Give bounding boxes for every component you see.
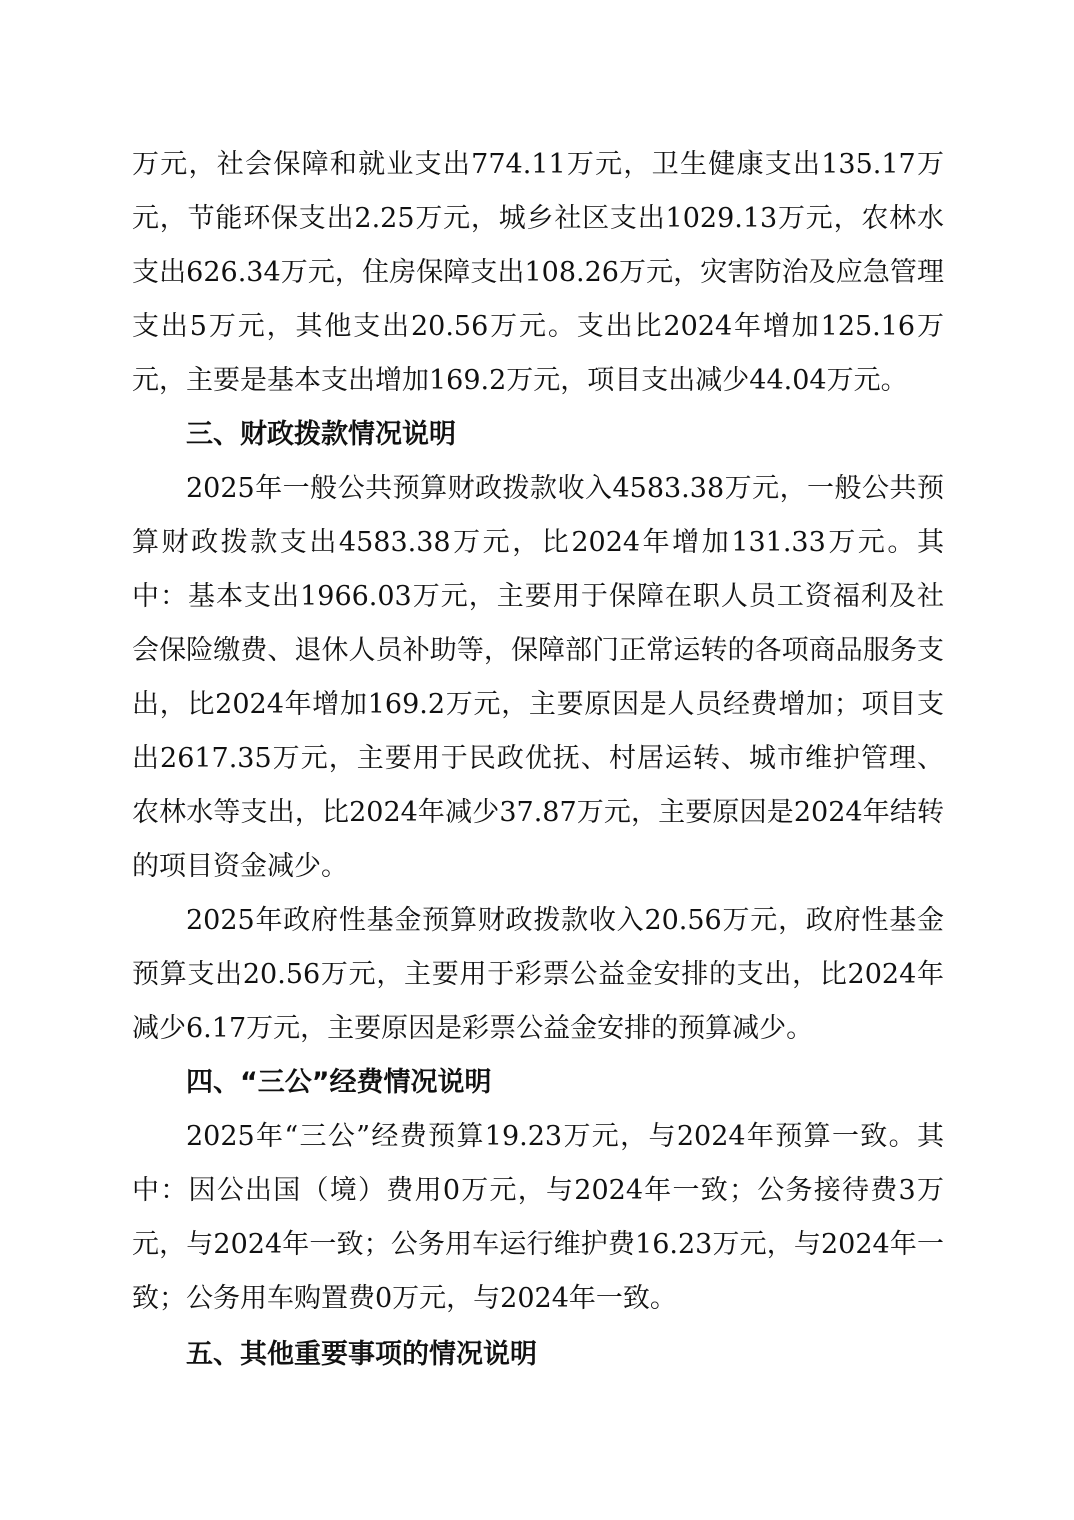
section-heading-three-public-expenses: 四、“三公”经费情况说明 bbox=[186, 1067, 492, 1098]
paragraph-expenditure-continued: 万元，社会保障和就业支出774.11万元，卫生健康支出135.17万元，节能环保支出2.25万元，城乡社区支出1029.13万元，农林水支出626.34万元，住房保障支出108.26万元，灾害防治及应急管理支出5万元，其他支出20.56万元。支出比2024年增加125.16万元，主要是基本支出增加169.2万元，项目支出减少44.04万元。 bbox=[132, 149, 944, 396]
paragraph-general-public-budget: 2025年一般公共预算财政拨款收入4583.38万元，一般公共预算财政拨款支出4583.38万元，比2024年增加131.33万元。其中：基本支出1966.03万元，主要用于保障在职人员工资福利及社会保险缴费、退休人员补助等，保障部门正常运转的各项商品服务支出，比2024年增加169.2万元，主要原因是人员经费增加；项目支出2617.35万元，主要用于民政优抚、村居运转、城市维护管理、农林水等支出，比2024年减少37.87万元，主要原因是2024年结转的项目资金减少。 bbox=[132, 473, 944, 882]
document-body bbox=[132, 138, 944, 1382]
paragraph-government-fund-budget: 2025年政府性基金预算财政拨款收入20.56万元，政府性基金预算支出20.56万元，主要用于彩票公益金安排的支出，比2024年减少6.17万元，主要原因是彩票公益金安排的预算减少。 bbox=[132, 905, 944, 1044]
paragraph-three-public-expenses: 2025年“三公”经费预算19.23万元，与2024年预算一致。其中：因公出国（境）费用0万元，与2024年一致；公务接待费3万元，与2024年一致；公务用车运行维护费16.23万元，与2024年一致；公务用车购置费0万元，与2024年一致。 bbox=[132, 1121, 944, 1314]
section-heading-fiscal-appropriation: 三、财政拨款情况说明 bbox=[186, 419, 456, 450]
section-heading-other-matters: 五、其他重要事项的情况说明 bbox=[186, 1339, 537, 1370]
